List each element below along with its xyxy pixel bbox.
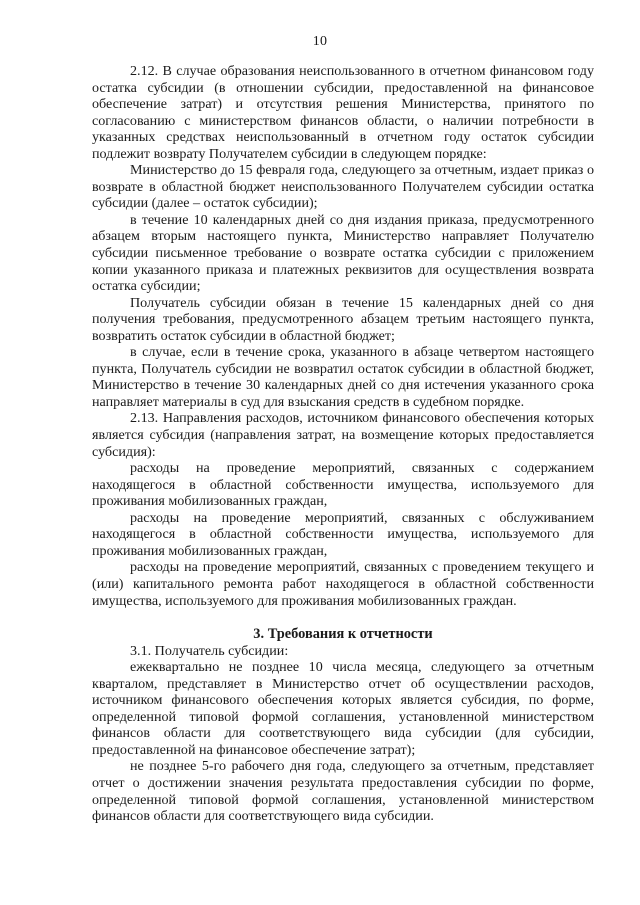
document-body <box>92 63 594 825</box>
section-3-heading: 3. Требования к отчетности <box>253 626 433 643</box>
paragraph-written-demand: в течение 10 календарных дней со дня издания приказа, предусмотренного абзацем вторым настоящего пункта, Министерство направляет Получателю субсидии письменное требование о возврате остатка субсидии с приложением копии указанного приказа и платежных реквизитов для осуществления возврата остатка субсидии; <box>92 211 594 295</box>
paragraph-quarterly-report: ежеквартально не позднее 10 числа месяца, следующего за отчетным кварталом, представляет в Министерство отчет об осуществлении расходов, источником финансового обеспечения которых является субсидия, по форме, определенной типовой формой соглашения, установленной министерством финансов области для соответствующего вида субсидии (для субсидии, предоставленной на финансовое обеспечение затрат); <box>92 659 594 758</box>
paragraph-ministry-order: Министерство до 15 февраля года, следующего за отчетным, издает приказ о возврате в областной бюджет неиспользованного Получателем субсидии остатка субсидии (далее – остаток субсидии); <box>92 162 594 212</box>
paragraph-repair-expenses: расходы на проведение мероприятий, связанных с проведением текущего и (или) капитального ремонта работ находящегося в областной собственности имущества, используемого для проживания мобилизованных граждан. <box>92 559 594 609</box>
paragraph-3-1: 3.1. Получатель субсидии: <box>130 642 289 659</box>
paragraph-service-expenses: расходы на проведение мероприятий, связанных с обслуживанием находящегося в областной собственности имущества, используемого для проживания мобилизованных граждан, <box>92 509 594 559</box>
paragraph-annual-report: не позднее 5-го рабочего дня года, следующего за отчетным, представляет отчет о достижении значения результата предоставления субсидии по форме, определенной типовой формой соглашения, установленной министерством финансов области для соответствующего вида субсидии. <box>92 758 594 825</box>
page-number: 10 <box>312 34 328 49</box>
paragraph-court-recovery: в случае, если в течение срока, указанного в абзаце четвертом настоящего пункта, Получатель субсидии не возвратил остаток субсидии в областной бюджет, Министерство в течение 30 календарных дней со дня истечения указанного срока направляет материалы в суд для взыскания средств в судебном порядке. <box>92 344 594 410</box>
paragraph-2-13: 2.13. Направления расходов, источником финансового обеспечения которых является субсидия (направления затрат, на возмещение которых предоставляется субсидия): <box>92 410 594 460</box>
paragraph-2-12: 2.12. В случае образования неиспользованного в отчетном финансовом году остатка субсидии (в отношении субсидии, предоставленной на финансовое обеспечение затрат) и отсутствия решения Министерства, принятого по согласованию с министерством финансов области, о наличии потребности в указанных средствах неиспользованный в отчетном году остаток субсидии подлежит возврату Получателем субсидии в следующем порядке: <box>92 63 594 162</box>
paragraph-maintenance-expenses: расходы на проведение мероприятий, связанных с содержанием находящегося в областной собственности имущества, используемого для проживания мобилизованных граждан, <box>92 460 594 510</box>
paragraph-recipient-obligation: Получатель субсидии обязан в течение 15 календарных дней со дня получения требования, предусмотренного абзацем третьим настоящего пункта, возвратить остаток субсидии в областной бюджет; <box>92 294 594 344</box>
